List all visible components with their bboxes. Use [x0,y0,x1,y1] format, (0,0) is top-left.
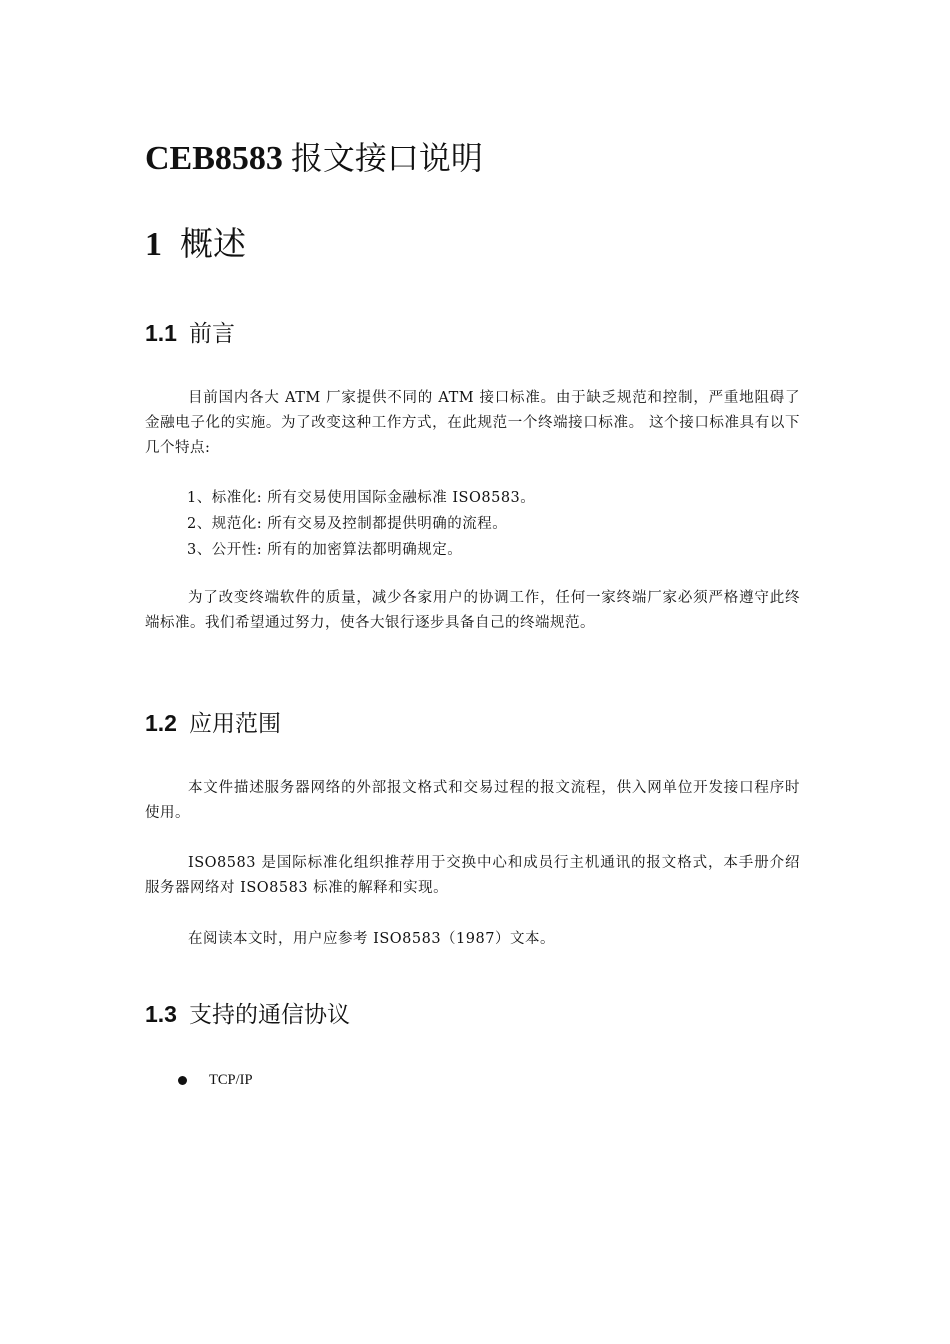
list-item: 2、规范化: 所有交易及控制都提供明确的流程。 [187,516,508,532]
section-1-2-paragraph-3: 在阅读本文时，用户应参考 ISO8583（1987）文本。 [188,931,555,947]
document-title-code: CEB8583 [145,140,283,177]
section-number: 1.3 [145,1001,177,1027]
section-title: 应用范围 [188,711,281,737]
protocol-label: TCP/IP [209,1072,253,1088]
document-title-text: 报文接口说明 [290,139,483,177]
section-1-1-paragraph-1: 目前国内各大 ATM 厂家提供不同的 ATM 接口标准。由于缺乏规范和控制，严重地阻碍了金融电子化的实施。为了改变这种工作方式，在此规范一个终端接口标准。 这个接口标准具有以下几个特点: [145,390,800,456]
document-title [145,136,483,181]
list-item: 3、公开性: 所有的加密算法都明确规定。 [187,542,463,558]
section-1-1-paragraph-2: 为了改变终端软件的质量，减少各家用户的协调工作，任何一家终端厂家必须严格遵守此终端标准。我们希望通过努力，使各大银行逐步具备自己的终端规范。 [145,590,800,631]
section-number: 1.2 [145,710,177,736]
section-title: 前言 [188,321,235,347]
list-item: 1、标准化: 所有交易使用国际金融标准 ISO8583。 [187,490,536,506]
section-1-2-paragraph-2: ISO8583 是国际标准化组织推荐用于交换中心和成员行主机通讯的报文格式，本手册介绍服务器网络对 ISO8583 标准的解释和实现。 [145,855,800,896]
section-1-2-paragraph-1: 本文件描述服务器网络的外部报文格式和交易过程的报文流程，供入网单位开发接口程序时使用。 [145,780,800,821]
list-item [178,1067,253,1093]
feature-list [187,485,787,563]
chapter-number: 1 [145,226,162,263]
section-heading-1-2 [145,707,281,740]
chapter-heading [145,222,246,267]
section-heading-1-1 [145,317,235,350]
protocol-list [178,1067,253,1093]
chapter-title: 概述 [180,224,246,263]
section-title: 支持的通信协议 [188,1002,350,1028]
section-number: 1.1 [145,320,177,346]
bullet-icon [178,1076,187,1085]
section-heading-1-3 [145,998,350,1031]
